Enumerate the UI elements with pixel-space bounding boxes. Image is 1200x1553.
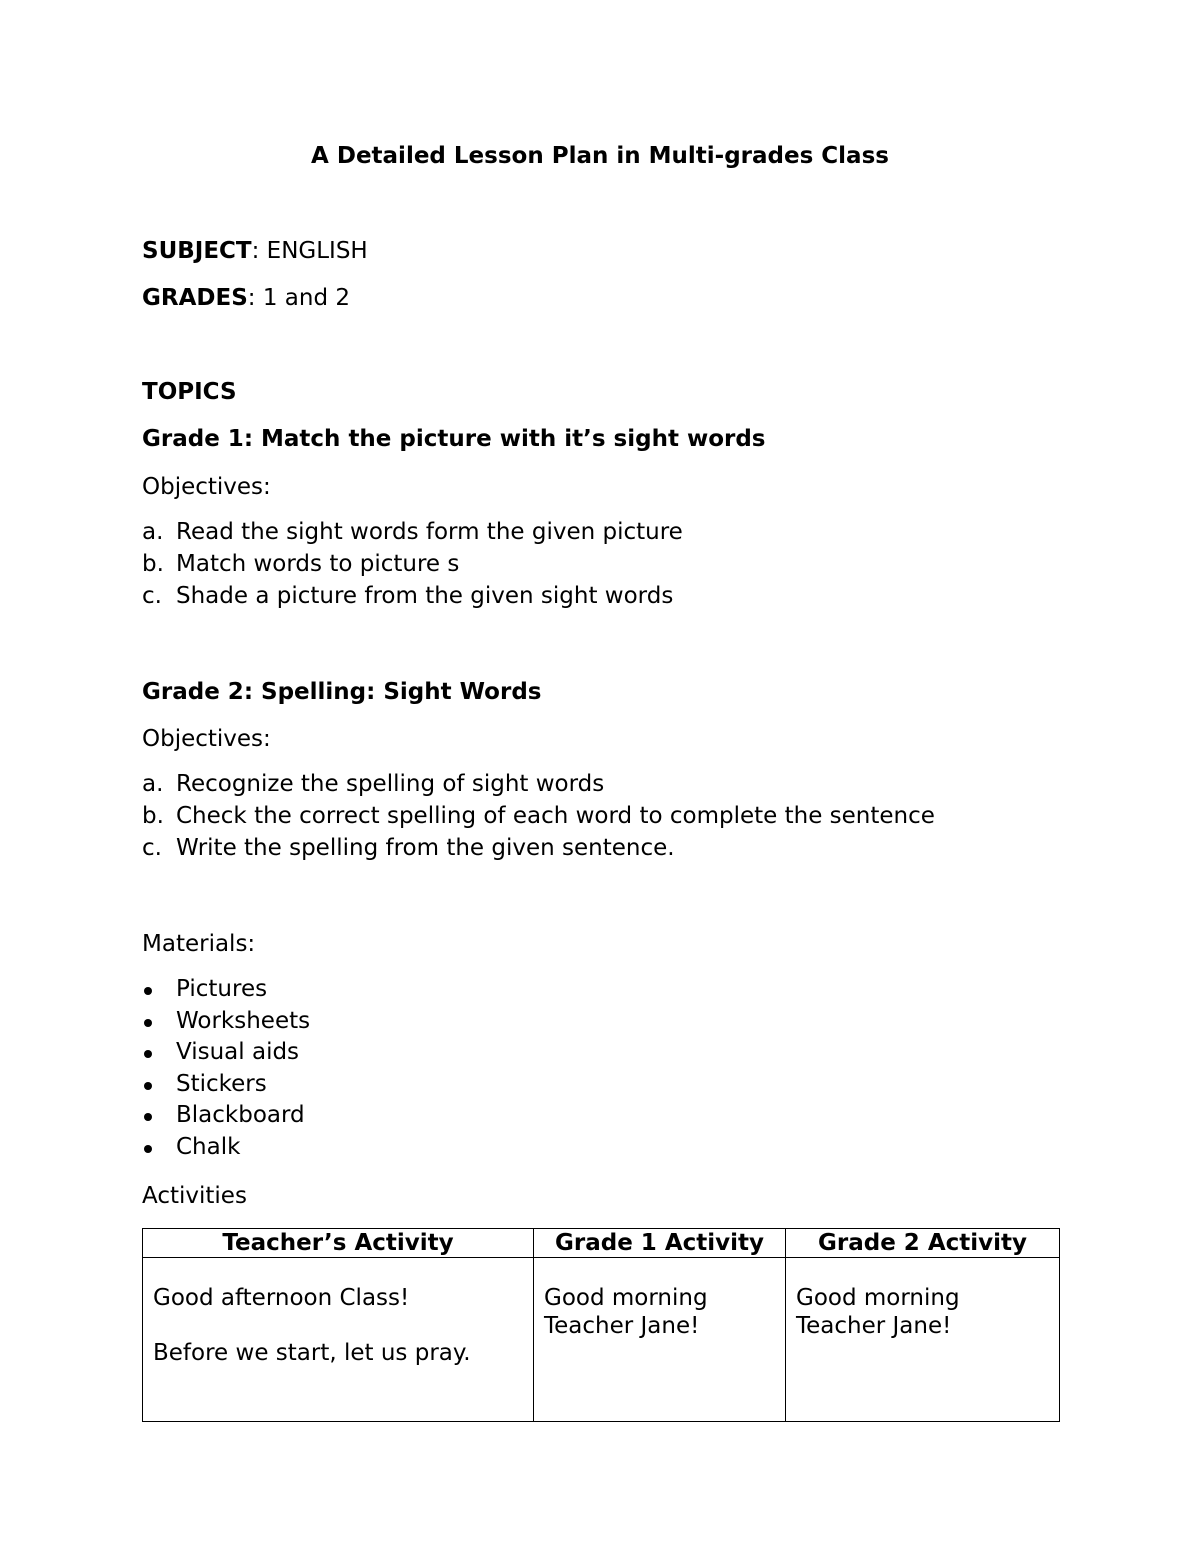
list-item: [142, 548, 683, 580]
list-marker: c.: [142, 835, 162, 861]
list-item: [142, 768, 935, 800]
grade1-activity-cell: Good morning Teacher Jane!: [534, 1258, 786, 1422]
objective-text: Match words to picture s: [176, 551, 460, 577]
grade2-objectives-label: Objectives:: [142, 726, 271, 752]
subject-value: : ENGLISH: [251, 238, 368, 264]
list-item: Worksheets: [176, 1006, 310, 1038]
list-marker: c.: [142, 583, 162, 609]
grade2-heading: Grade 2: Spelling: Sight Words: [142, 679, 542, 705]
list-item: Pictures: [176, 974, 310, 1006]
grade1-heading: Grade 1: Match the picture with it’s sight words: [142, 426, 766, 452]
grade2-activity-cell: Good morning Teacher Jane!: [786, 1258, 1060, 1422]
objective-text: Check the correct spelling of each word to complete the sentence: [176, 803, 935, 829]
activities-label: Activities: [142, 1183, 247, 1209]
materials-list: [176, 974, 310, 1164]
objective-text: Write the spelling from the given sentence.: [176, 835, 675, 861]
list-item: Chalk: [176, 1132, 310, 1164]
list-marker: b.: [142, 803, 164, 829]
teacher-activity-cell: [143, 1258, 534, 1422]
objective-text: Read the sight words form the given picture: [176, 519, 683, 545]
teacher-line: Before we start, let us pray.: [153, 1340, 471, 1366]
grades-value: : 1 and 2: [247, 285, 350, 311]
subject-label: SUBJECT: [142, 238, 252, 264]
list-item: Visual aids: [176, 1037, 310, 1069]
list-item: [142, 800, 935, 832]
table-row: [143, 1258, 1060, 1422]
grade1-objectives-label: Objectives:: [142, 474, 271, 500]
list-item: [142, 516, 683, 548]
objective-text: Shade a picture from the given sight words: [176, 583, 674, 609]
table-header-row: [143, 1229, 1060, 1258]
grade2-activity-header: Grade 2 Activity: [786, 1229, 1060, 1258]
teacher-activity-header: Teacher’s Activity: [143, 1229, 534, 1258]
materials-label: Materials:: [142, 931, 256, 957]
list-item: Stickers: [176, 1069, 310, 1101]
subject-line: [142, 240, 368, 263]
list-item: [142, 832, 935, 864]
grade2-objectives-list: [142, 768, 935, 864]
list-marker: a.: [142, 771, 164, 797]
objective-text: Recognize the spelling of sight words: [176, 771, 605, 797]
grade1-activity-header: Grade 1 Activity: [534, 1229, 786, 1258]
grades-label: GRADES: [142, 285, 248, 311]
list-item: Blackboard: [176, 1100, 310, 1132]
list-marker: a.: [142, 519, 164, 545]
list-item: [142, 580, 683, 612]
document-title: A Detailed Lesson Plan in Multi-grades Class: [311, 143, 889, 169]
topics-heading: TOPICS: [142, 379, 237, 405]
grades-line: [142, 287, 350, 310]
grade1-objectives-list: [142, 516, 683, 612]
activities-table: [142, 1228, 1060, 1422]
teacher-line: Good afternoon Class!: [153, 1285, 410, 1311]
list-marker: b.: [142, 551, 164, 577]
